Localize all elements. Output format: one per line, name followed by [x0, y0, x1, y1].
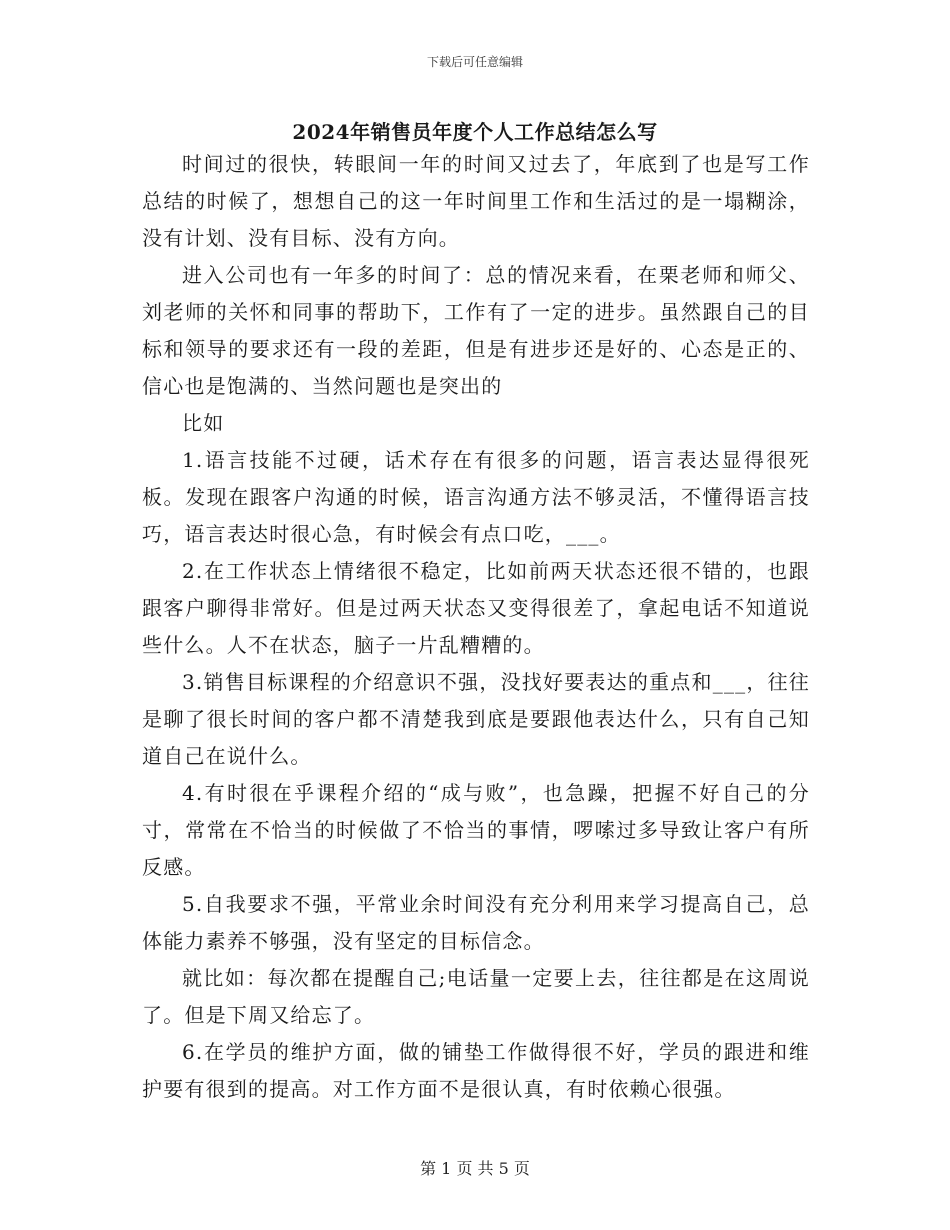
paragraph-for-example: 比如: [182, 411, 225, 435]
paragraph-item-5: 5.自我要求不强，平常业余时间没有充分利用来学习提高自己，总体能力素养不够强，没有坚定的目标信念。: [142, 892, 810, 953]
paragraph-item-6: 6.在学员的维护方面，做的铺垫工作做得很不好，学员的跟进和维护要有很到的提高。对工作方面不是很认真，有时依赖心很强。: [142, 1040, 810, 1101]
paragraph-item-4: 4.有时很在乎课程介绍的“成与败”，也急躁，把握不好自己的分寸，常常在不恰当的时候做了不恰当的事情，啰嗦过多导致让客户有所反感。: [142, 781, 810, 879]
paragraph-item-2: 2.在工作状态上情绪很不稳定，比如前两天状态还很不错的，也跟跟客户聊得非常好。但是过两天状态又变得很差了，拿起电话不知道说些什么。人不在状态，脑子一片乱糟糟的。: [142, 559, 810, 657]
document-title: 2024年销售员年度个人工作总结怎么写: [292, 120, 658, 144]
paragraph-item-1: 1.语言技能不过硬，话术存在有很多的问题，语言表达显得很死板。发现在跟客户沟通的时候，语言沟通方法不够灵活，不懂得语言技巧，语言表达时很心急，有时候会有点口吃，___。: [142, 448, 810, 546]
page-footer: 第 1 页 共 5 页: [420, 1159, 530, 1178]
document-body: [142, 146, 810, 1108]
paragraph-example-detail: 就比如：每次都在提醒自己;电话量一定要上去，往往都是在这周说了。但是下周又给忘了。: [142, 966, 810, 1027]
paragraph-intro: 时间过的很快，转眼间一年的时间又过去了，年底到了也是写工作总结的时候了，想想自己的这一年时间里工作和生活过的是一塌糊涂，没有计划、没有目标、没有方向。: [142, 152, 810, 250]
header-note: 下载后可任意编辑: [426, 55, 523, 69]
paragraph-item-3: 3.销售目标课程的介绍意识不强，没找好要表达的重点和___，往往是聊了很长时间的客户都不清楚我到底是要跟他表达什么，只有自己知道自己在说什么。: [142, 670, 810, 768]
paragraph-overview: 进入公司也有一年多的时间了：总的情况来看，在栗老师和师父、刘老师的关怀和同事的帮助下，工作有了一定的进步。虽然跟自己的目标和领导的要求还有一段的差距，但是有进步还是好的、心态是正的、信心也是饱满的、当然问题也是突出的: [142, 263, 810, 398]
